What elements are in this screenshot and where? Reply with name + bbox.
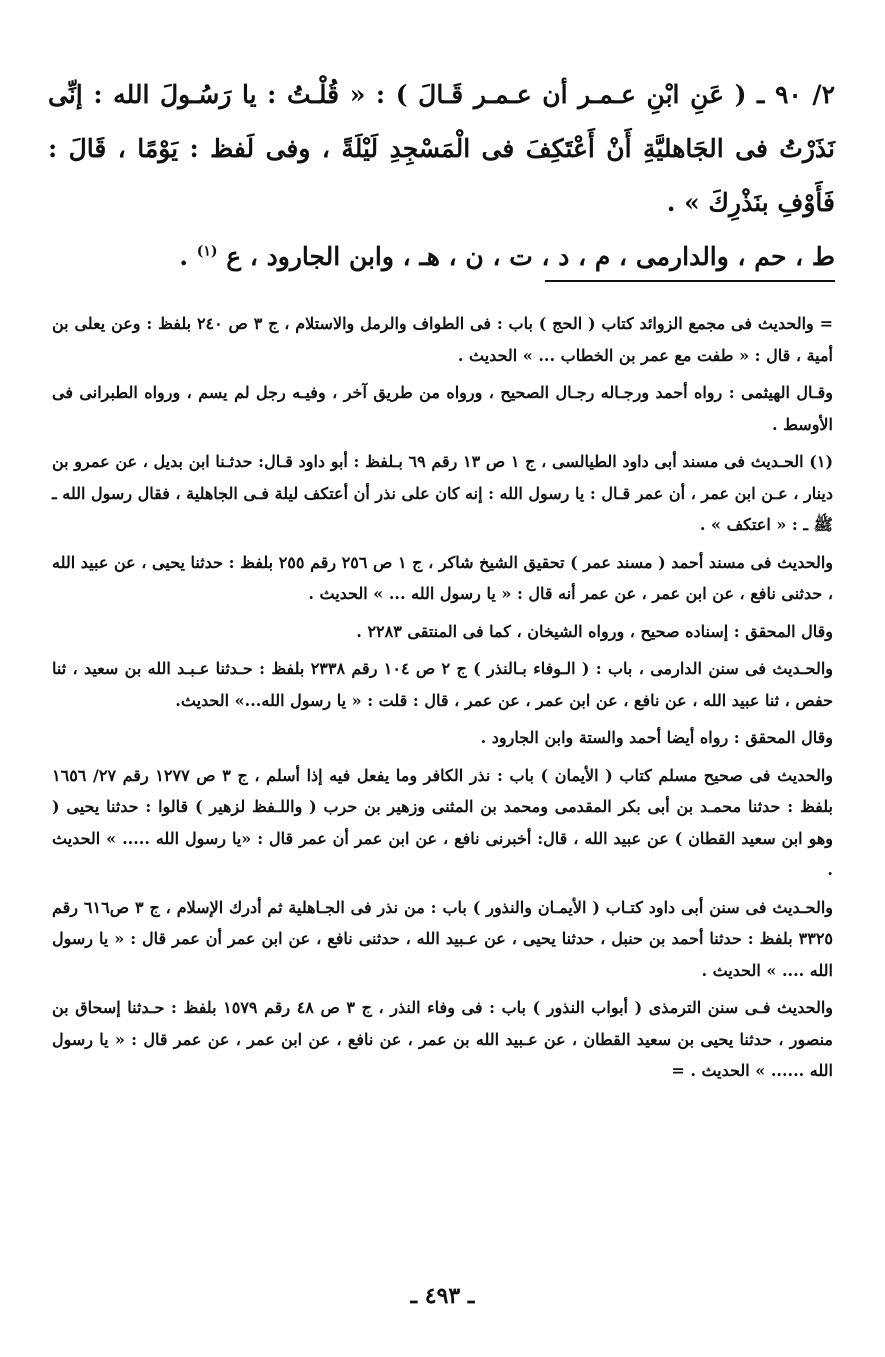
footnote-paragraph: والحـديث فى سنن الدارمى ، باب : ( الـوفاء بـالنذر ) ج ٢ ص ١٠٤ رقم ٢٣٣٨ بلفظ : حـدثنا عـبـد الله بن سعيد ، ثنا حفص ، ثنا عبيد الله ، عن نافع ، عن ابن عمر ، عن عمر ، قال : قلت : « يا رسول الله...» الحديث. (52, 659, 834, 710)
footnotes-block (52, 308, 833, 1093)
footnote-paragraph: والحديث فى مسند أحمد ( مسند عمر ) تحقيق الشيخ شاكر ، ج ١ ص ٢٥٦ رقم ٢٥٥ بلفظ : حدثنا يحيى ، عن عبيد الله ، حدثنى نافع ، عن ابن عمر ، عن عمر أنه قال : « يا رسول الله ... » الحديث . (52, 552, 834, 603)
footnote-paragraph: (١) الحـديث فى مسند أبى داود الطيالسى ، ج ١ ص ١٣ رقم ٦٩ بـلفظ : أبو داود قـال: حدثـنا ابن بديل ، عن عمرو بن دينار ، عـن ابن عمر ، أن عمر قـال : يا رسول الله : إنه كان على نذر أن أعتكف ليلة فـى الجاهلية ، فقال رسول الله ـ ﷺ ـ : « اعتكف » . (52, 452, 834, 534)
sources-end: . (179, 242, 189, 271)
footnote-paragraph: = والحديث فى مجمع الزوائد كتاب ( الحج ) باب : فى الطواف والرمل والاستلام ، ج ٣ ص ٢٤٠ بلفظ : وعن يعلى بن أمية ، قال : « طفت مع عمر بن الخطاب ... » الحديث . (52, 314, 834, 365)
footnote-marker: (١) (196, 243, 218, 260)
footnote-paragraph: وقال المحقق : إسناده صحيح ، ورواه الشيخان ، كما فى المنتقى ٢٢٨٣ . (356, 621, 833, 641)
sources-list: ط ، حم ، والدارمى ، م ، د ، ت ، ن ، هـ ، وابن الجارود ، ع (226, 242, 835, 271)
page-number: ـ ٤٩٣ ـ (410, 1283, 475, 1309)
footnote-paragraph: والحديث فـى سنن الترمذى ( أبواب النذور ) باب : فى وفاء النذر ، ج ٣ ص ٤٨ رقم ١٥٧٩ بلفظ : حـدثنا إسحاق بن منصور ، حدثنا يحيى بن سعيد القطان ، عن عـبيد الله بن عمر ، عن نافع ، عن ابن عمر ، عن عمر قال : « يا رسول الله ...... » الحديث . = (52, 998, 833, 1080)
hadith-block (48, 68, 835, 284)
footnote-paragraph: والحـديث فى سنن أبى داود كتـاب ( الأيمـان والنذور ) باب : من نذر فى الجـاهلية ثم أدرك الإسلام ، ج ٣ ص٦١٦ رقم ٣٣٢٥ بلفظ : حدثنا أحمد بن حنبل ، حدثنا يحيى ، عن عـبيد الله ، حدثنى نافع ، عن ابن عمر أن عمر قال : « يا رسول الله .... » الحديث . (52, 897, 834, 980)
footnote-paragraph: وقال المحقق : رواه أيضا أحمد والستة وابن الجارود . (480, 728, 833, 747)
footnote-divider (545, 280, 835, 282)
footnote-paragraph: والحديث فى صحيح مسلم كتاب ( الأيمان ) باب : نذر الكافر وما يفعل فيه إذا أسلم ، ج ٣ ص ١٢٧٧ رقم ٢٧/ ١٦٥٦ بلفظ : حدثنا محمـد بن أبى بكر المقدمى ومحمد بن المثنى وزهير بن حرب ( واللـفظ لزهير ) قالوا : حدثنا يحيى ( وهو ابن سعيد القطان ) عن عبيد الله ، قال: أخبرنى نافع ، عن ابن عمر أن عمر قال : «يا رسول الله ..... » الحديث . (52, 765, 834, 879)
hadith-sources (48, 230, 835, 284)
footnote-paragraph: وقـال الهيثمى : رواه أحمد ورجـاله رجـال الصحيح ، ورواه من طريق آخر ، وفيـه رجل لم يسم ، ورواه الطبرانى فى الأوسط . (52, 383, 833, 434)
hadith-text: ٢/ ٩٠ ـ ( عَنِ ابْنِ عـمـر أن عـمـر قَـالَ ) : « قُلْـتُ : يا رَسُـولَ الله : إنِّى نَذَرْتُ فى الجَاهليَّةِ أَنْ أَعْتَكِفَ فى الْمَسْجِدِ لَيْلَةً ، وفى لَفظ : يَوْمًا ، قَالَ : فَأَوْفِ بنَذْرِكَ » . (48, 80, 835, 217)
